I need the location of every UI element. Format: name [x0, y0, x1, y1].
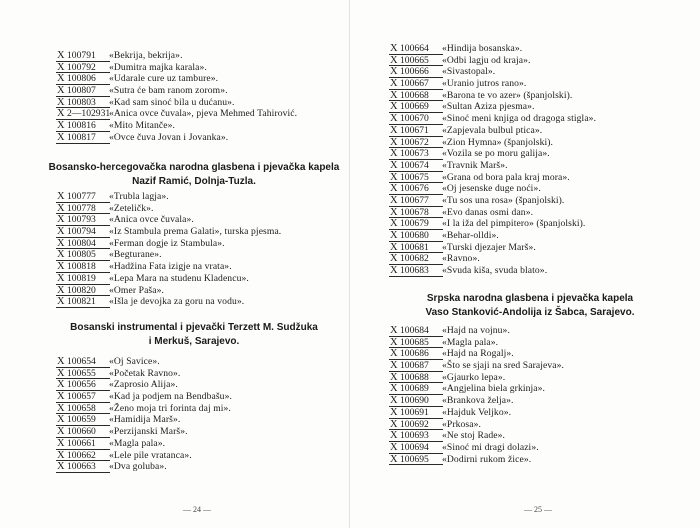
entry-marker: X — [57, 85, 65, 97]
song-title: «Magla pala». — [442, 336, 499, 348]
song-title: «Vozila se po moru galija». — [442, 148, 550, 160]
catalog-number: 100805 — [67, 249, 96, 261]
catalog-entry — [0, 438, 350, 450]
song-title: «Sinoć meni knjiga od dragoga stigla». — [442, 113, 597, 125]
song-title: «Udarale cure uz tambure». — [109, 73, 219, 85]
entry-marker: X — [57, 50, 65, 61]
catalog-entry — [350, 419, 700, 431]
song-title: «Sultan Aziza pjesma». — [442, 101, 535, 113]
catalog-number: 100693 — [400, 430, 429, 442]
song-title: «Što se sjaji na sred Sarajeva». — [442, 360, 565, 372]
entry-marker: X — [390, 430, 398, 442]
entry-marker: X — [57, 131, 65, 143]
catalog-entry — [0, 356, 350, 368]
entry-marker: X — [57, 272, 65, 284]
catalog-entry — [350, 125, 700, 137]
song-title: «Bekrija, bekrija». — [109, 50, 183, 61]
catalog-entry — [350, 195, 700, 207]
catalog-entry — [0, 249, 350, 261]
catalog-number: 100677 — [400, 194, 429, 206]
song-title: «Dva goluba». — [109, 461, 167, 473]
song-title: «Barona te vo azer» (španjolski). — [442, 89, 573, 101]
song-title: «Kad sam sinoć bila u dućanu». — [109, 96, 235, 108]
catalog-number: 100804 — [67, 237, 96, 249]
entry-marker: X — [57, 214, 65, 226]
catalog-entry — [350, 325, 700, 337]
entry-marker: X — [57, 261, 65, 273]
catalog-number: 100687 — [400, 360, 429, 372]
entry-underline — [389, 464, 443, 465]
catalog-entry — [350, 113, 700, 125]
catalog-entry — [350, 66, 700, 78]
section-heading — [0, 321, 344, 348]
catalog-number: 100655 — [67, 367, 96, 379]
entry-marker: X — [57, 426, 65, 438]
catalog-number: 100777 — [67, 191, 96, 202]
song-title: «Gjaurko lepa». — [442, 371, 506, 383]
page-number: — 25 — — [524, 505, 552, 514]
catalog-number: 100682 — [400, 253, 429, 265]
catalog-number: 100680 — [400, 230, 429, 241]
entry-marker: X — [390, 453, 398, 465]
catalog-entry — [350, 90, 700, 102]
catalog-number: 100678 — [400, 206, 429, 218]
catalog-number: 100660 — [67, 426, 96, 438]
song-title: «Hindija bosanska». — [442, 43, 523, 54]
catalog-number: 100791 — [67, 50, 96, 61]
section-heading — [350, 292, 675, 319]
catalog-number: 100819 — [67, 272, 96, 284]
catalog-list — [0, 356, 350, 473]
song-title: «Zion Hymna» (španjolski). — [442, 136, 554, 148]
song-title: «Evo danas osmi dan». — [442, 206, 534, 218]
song-title: «Omer Paša». — [109, 284, 165, 296]
song-title: «Početak Ravno». — [109, 367, 181, 379]
catalog-entry — [350, 265, 700, 277]
catalog-entry — [0, 450, 350, 462]
catalog-entry — [0, 97, 350, 109]
catalog-entry — [350, 442, 700, 454]
entry-marker: X — [390, 218, 398, 230]
song-title: «Zapjevala bulbul ptica». — [442, 124, 543, 136]
entry-marker: X — [57, 226, 65, 238]
song-title: «Dumitra majka karala». — [109, 61, 207, 73]
catalog-entry — [350, 230, 700, 242]
right-page — [350, 0, 700, 528]
catalog-number: 100793 — [67, 214, 96, 226]
song-title: «Sutra će bam ranom zorom». — [109, 85, 228, 97]
entry-marker: X — [57, 461, 65, 473]
entry-marker: X — [390, 253, 398, 265]
entry-marker: X — [57, 379, 65, 391]
entry-marker: X — [390, 206, 398, 218]
catalog-number: 100821 — [67, 296, 96, 308]
catalog-number: 100668 — [400, 89, 429, 101]
entry-underline — [56, 472, 110, 473]
catalog-number: 100670 — [400, 113, 429, 125]
entry-marker: X — [390, 66, 398, 78]
song-title: «Iz Stambula prema Galati», turska pjesma. — [109, 226, 282, 238]
heading-line-1: Bosanski instrumental i pjevački Terzett M. Sudžuka — [70, 322, 318, 333]
song-title: «Dodirni rukom žice». — [442, 453, 532, 465]
song-title: «Hajduk Veljko». — [442, 406, 512, 418]
catalog-entry — [350, 242, 700, 254]
song-title: «Oj Savice». — [109, 356, 160, 367]
song-title: «Uranio jutros rano». — [442, 78, 527, 90]
catalog-entry — [350, 360, 700, 372]
catalog-number: 100669 — [400, 101, 429, 113]
catalog-number: 100672 — [400, 136, 429, 148]
catalog-number: 100695 — [400, 453, 429, 465]
catalog-number: 2—102931 — [67, 108, 111, 120]
catalog-number: 100807 — [67, 85, 96, 97]
catalog-list — [350, 43, 700, 277]
song-title: «Turski djezajer Marš». — [442, 241, 536, 253]
song-title: «Ne stoj Rade». — [442, 430, 506, 442]
entry-marker: X — [57, 367, 65, 379]
catalog-entry — [350, 383, 700, 395]
song-title: «Oj jesenske duge noći». — [442, 183, 541, 195]
catalog-number: 100685 — [400, 336, 429, 348]
catalog-entry — [0, 461, 350, 473]
song-title: «Zeteličk». — [109, 202, 154, 214]
catalog-number: 100671 — [400, 124, 429, 136]
song-title: «Hajd na Rogalj». — [442, 348, 514, 360]
catalog-entry — [0, 273, 350, 285]
entry-marker: X — [390, 183, 398, 195]
catalog-entry — [350, 337, 700, 349]
catalog-entry — [0, 50, 350, 62]
catalog-entry — [350, 348, 700, 360]
song-title: «Ravno». — [442, 253, 480, 265]
entry-marker: X — [390, 371, 398, 383]
catalog-entry — [0, 403, 350, 415]
entry-marker: X — [390, 54, 398, 66]
entry-marker: X — [390, 395, 398, 407]
entry-marker: X — [390, 418, 398, 430]
catalog-entry — [0, 191, 350, 203]
catalog-number: 100792 — [67, 61, 96, 73]
song-title: «Trubla lagja». — [109, 191, 169, 202]
catalog-list — [350, 325, 700, 465]
catalog-number: 100676 — [400, 183, 429, 195]
song-title: «Anica ovce čuvala», pjeva Mehmed Tahirović. — [109, 108, 298, 120]
catalog-entry — [350, 172, 700, 184]
entry-marker: X — [390, 43, 398, 54]
heading-line-2: i Merkuš, Sarajevo. — [148, 335, 240, 347]
song-title: «Magla pala». — [109, 437, 166, 449]
song-title: «Zaprosio Alija». — [109, 379, 178, 391]
entry-marker: X — [57, 449, 65, 461]
catalog-entry — [0, 414, 350, 426]
song-title: «Ovce čuva Jovan i Jovanka». — [109, 131, 229, 143]
catalog-entry — [0, 285, 350, 297]
catalog-entry — [350, 78, 700, 90]
catalog-entry — [350, 183, 700, 195]
song-title: «Kad ja podjem na Bendbašu». — [109, 391, 232, 403]
entry-marker: X — [57, 249, 65, 261]
entry-marker: X — [390, 230, 398, 241]
catalog-number: 100654 — [67, 356, 96, 367]
entry-marker: X — [57, 414, 65, 426]
catalog-entry — [0, 132, 350, 144]
song-title: «Tu sos una rosa» (španjolski). — [442, 194, 565, 206]
entry-marker: X — [390, 441, 398, 453]
catalog-number: 100689 — [400, 383, 429, 395]
entry-marker: X — [57, 73, 65, 85]
catalog-entry — [350, 55, 700, 67]
catalog-entry — [350, 101, 700, 113]
catalog-entry — [0, 73, 350, 85]
song-title: «Lepa Mara na studenu Kladencu». — [109, 272, 249, 284]
catalog-entry — [350, 253, 700, 265]
catalog-number: 100778 — [67, 202, 96, 214]
entry-underline — [56, 307, 110, 308]
entry-marker: X — [390, 406, 398, 418]
catalog-number: 100690 — [400, 395, 429, 407]
catalog-entry — [0, 368, 350, 380]
catalog-number: 100681 — [400, 241, 429, 253]
catalog-entry — [0, 120, 350, 132]
catalog-number: 100820 — [67, 284, 96, 296]
song-title: «Hamidija Marš». — [109, 414, 181, 426]
entry-marker: X — [57, 437, 65, 449]
song-title: «Anica ovce čuvala». — [109, 214, 194, 226]
entry-marker: X — [57, 284, 65, 296]
catalog-entry — [350, 43, 700, 55]
entry-marker: X — [57, 120, 65, 132]
catalog-list — [0, 50, 350, 144]
song-title: «Sivastopal». — [442, 66, 496, 78]
song-title: «I la iža del pimpitero» (španjolski). — [442, 218, 586, 230]
catalog-entry — [350, 160, 700, 172]
song-title: «Hajd na vojnu». — [442, 325, 510, 336]
entry-marker: X — [390, 113, 398, 125]
catalog-number: 100675 — [400, 171, 429, 183]
catalog-entry — [350, 207, 700, 219]
page-number: — 24 — — [183, 505, 211, 514]
song-title: «Išla je devojka za goru na vodu». — [109, 296, 245, 308]
catalog-number: 100803 — [67, 96, 96, 108]
entry-marker: X — [390, 241, 398, 253]
song-title: «Ferman dogje iz Stambula». — [109, 237, 225, 249]
catalog-number: 100658 — [67, 402, 96, 414]
catalog-entry — [350, 395, 700, 407]
entry-marker: X — [390, 101, 398, 113]
catalog-entry — [0, 226, 350, 238]
entry-marker: X — [390, 159, 398, 171]
catalog-entry — [0, 296, 350, 308]
entry-marker: X — [390, 360, 398, 372]
catalog-number: 100673 — [400, 148, 429, 160]
song-title: «Svuda kiša, svuda blato». — [442, 265, 548, 277]
catalog-number: 100688 — [400, 371, 429, 383]
entry-marker: X — [57, 391, 65, 403]
catalog-entry — [0, 203, 350, 215]
catalog-number: 100667 — [400, 78, 429, 90]
catalog-entry — [350, 148, 700, 160]
entry-marker: X — [390, 194, 398, 206]
catalog-number: 100691 — [400, 406, 429, 418]
entry-marker: X — [57, 61, 65, 73]
entry-marker: X — [390, 383, 398, 395]
catalog-number: 100674 — [400, 159, 429, 171]
catalog-entry — [0, 214, 350, 226]
song-title: «Sinoć mi dragi dolazi». — [442, 441, 539, 453]
catalog-number: 100817 — [67, 131, 96, 143]
catalog-entry — [350, 372, 700, 384]
entry-marker: X — [390, 325, 398, 336]
catalog-entry — [0, 238, 350, 250]
catalog-number: 100661 — [67, 437, 96, 449]
catalog-entry — [0, 85, 350, 97]
entry-marker: X — [390, 78, 398, 90]
heading-line-1: Srpska narodna glasbena i pjevačka kapela — [426, 293, 634, 304]
entry-marker: X — [57, 191, 65, 202]
catalog-number: 100679 — [400, 218, 429, 230]
entry-marker: X — [390, 265, 398, 277]
entry-marker: X — [57, 96, 65, 108]
catalog-number: 100656 — [67, 379, 96, 391]
entry-marker: X — [57, 237, 65, 249]
song-title: «Prkosa». — [442, 418, 482, 430]
entry-marker: X — [390, 336, 398, 348]
entry-marker: X — [390, 148, 398, 160]
song-title: «Begturane». — [109, 249, 162, 261]
entry-marker: X — [57, 402, 65, 414]
song-title: «Behar-olldi». — [442, 230, 499, 241]
heading-line-1: Bosansko-hercegovačka narodna glasbena i pjevačka kapela — [48, 162, 340, 173]
catalog-number: 100664 — [400, 43, 429, 54]
song-title: «Ženo moja tri forinta daj mi». — [109, 402, 231, 414]
catalog-number: 100657 — [67, 391, 96, 403]
catalog-number: 100692 — [400, 418, 429, 430]
entry-marker: X — [57, 108, 65, 120]
catalog-number: 100659 — [67, 414, 96, 426]
catalog-number: 100806 — [67, 73, 96, 85]
catalog-number: 100684 — [400, 325, 429, 336]
catalog-number: 100662 — [67, 449, 96, 461]
section-heading — [0, 161, 344, 188]
catalog-number: 100686 — [400, 348, 429, 360]
entry-underline — [56, 143, 110, 144]
entry-underline — [389, 276, 443, 277]
entry-marker: X — [57, 296, 65, 308]
catalog-entry — [0, 62, 350, 74]
song-title: «Hadžina Fata izigje na vrata». — [109, 261, 232, 273]
heading-line-2: Nazif Ramić, Dolnja-Tuzla. — [132, 175, 256, 187]
catalog-entry — [0, 426, 350, 438]
catalog-number: 100665 — [400, 54, 429, 66]
catalog-number: 100816 — [67, 120, 96, 132]
entry-marker: X — [390, 124, 398, 136]
song-title: «Odbi lagju od kraja». — [442, 54, 531, 66]
song-title: «Angjelina biela grkinja». — [442, 383, 546, 395]
catalog-entry — [350, 137, 700, 149]
song-title: «Mito Mitanče». — [109, 120, 175, 132]
entry-marker: X — [390, 348, 398, 360]
catalog-number: 100663 — [67, 461, 96, 473]
catalog-entry — [0, 379, 350, 391]
heading-line-2: Vaso Stanković-Andolija iz Šabca, Sarajevo. — [425, 306, 635, 318]
catalog-entry — [0, 261, 350, 273]
entry-marker: X — [390, 89, 398, 101]
catalog-entry — [350, 430, 700, 442]
catalog-number: 100818 — [67, 261, 96, 273]
catalog-number: 100694 — [400, 441, 429, 453]
catalog-number: 100683 — [400, 265, 429, 277]
catalog-entry — [350, 407, 700, 419]
song-title: «Perzijanski Marš». — [109, 426, 188, 438]
catalog-entry — [0, 391, 350, 403]
catalog-entry — [350, 454, 700, 466]
catalog-entry — [350, 218, 700, 230]
catalog-list — [0, 191, 350, 308]
song-title: «Brankova želja». — [442, 395, 514, 407]
song-title: «Lele pile vratanca». — [109, 449, 192, 461]
entry-marker: X — [57, 356, 65, 367]
catalog-entry — [0, 108, 350, 120]
catalog-number: 100666 — [400, 66, 429, 78]
song-title: «Grana od bora pala kraj mora». — [442, 171, 570, 183]
song-title: «Travnik Marš». — [442, 159, 508, 171]
catalog-number: 100794 — [67, 226, 96, 238]
entry-marker: X — [390, 171, 398, 183]
entry-marker: X — [390, 136, 398, 148]
entry-marker: X — [57, 202, 65, 214]
